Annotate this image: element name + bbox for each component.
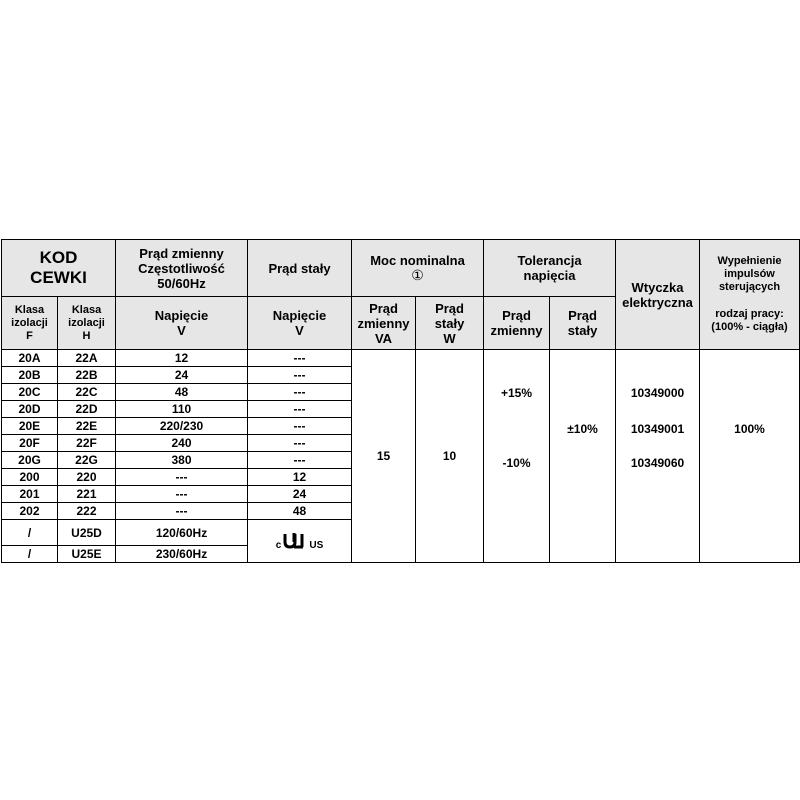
- napiecie-ac-header: Napięcie V: [116, 297, 248, 350]
- wypelnienie-cell: 100%: [700, 350, 800, 563]
- tolerancja-header: Tolerancja napięcia: [484, 240, 616, 297]
- wtyczka-header: Wtyczka elektryczna: [616, 240, 700, 350]
- napiecie-ac-cell: 120/60Hz: [116, 520, 248, 546]
- klasa-f-cell: /: [2, 520, 58, 546]
- klasa-f-cell: 20G: [2, 452, 58, 469]
- klasa-f-cell: 201: [2, 486, 58, 503]
- klasa-h-cell: 22F: [58, 435, 116, 452]
- klasa-h-cell: 22E: [58, 418, 116, 435]
- klasa-f-cell: 200: [2, 469, 58, 486]
- cul-us-certification-icon: c US: [276, 531, 323, 551]
- klasa-f-cell: 20C: [2, 384, 58, 401]
- napiecie-ac-cell: 24: [116, 367, 248, 384]
- klasa-h-cell: 22A: [58, 350, 116, 367]
- klasa-f-cell: 20F: [2, 435, 58, 452]
- coil-spec-table: [1, 239, 800, 563]
- moc-ac-header: Prąd zmienny VA: [352, 297, 416, 350]
- prad-zmienny-header: Prąd zmienny Częstotliwość 50/60Hz: [116, 240, 248, 297]
- klasa-h-cell: 22D: [58, 401, 116, 418]
- klasa-h-cell: 222: [58, 503, 116, 520]
- napiecie-dc-cell: ---: [248, 401, 352, 418]
- tolerancja-ac-header: Prąd zmienny: [484, 297, 550, 350]
- wtyczka-cell: [616, 350, 700, 563]
- napiecie-ac-cell: 110: [116, 401, 248, 418]
- klasa-h-cell: 220: [58, 469, 116, 486]
- klasa-h-cell: U25D: [58, 520, 116, 546]
- napiecie-ac-cell: 240: [116, 435, 248, 452]
- klasa-izolacji-h-header: Klasa izolacji H: [58, 297, 116, 350]
- klasa-f-cell: 20D: [2, 401, 58, 418]
- tolerancja-dc-header: Prąd stały: [550, 297, 616, 350]
- tolerancja-dc-cell: ±10%: [550, 350, 616, 563]
- napiecie-ac-cell: 12: [116, 350, 248, 367]
- klasa-f-cell: /: [2, 546, 58, 563]
- klasa-f-cell: 20E: [2, 418, 58, 435]
- kod-cewki-header: KOD CEWKI: [2, 240, 116, 297]
- ul-cert-cell: [248, 520, 352, 563]
- napiecie-ac-cell: ---: [116, 503, 248, 520]
- prad-staly-header: Prąd stały: [248, 240, 352, 297]
- napiecie-ac-cell: ---: [116, 469, 248, 486]
- wtyczka-code: 10349000: [630, 386, 685, 400]
- napiecie-ac-cell: 230/60Hz: [116, 546, 248, 563]
- tolerancja-ac-minus: -10%: [502, 456, 531, 470]
- napiecie-dc-header: Napięcie V: [248, 297, 352, 350]
- moc-w-cell: 10: [416, 350, 484, 563]
- napiecie-dc-cell: 12: [248, 469, 352, 486]
- klasa-h-cell: U25E: [58, 546, 116, 563]
- napiecie-dc-cell: ---: [248, 418, 352, 435]
- napiecie-dc-cell: 48: [248, 503, 352, 520]
- moc-dc-header: Prąd stały W: [416, 297, 484, 350]
- klasa-f-cell: 20A: [2, 350, 58, 367]
- table-row: [2, 350, 800, 367]
- wtyczka-code: 10349060: [630, 456, 685, 470]
- ul-recognized-mark-icon: [282, 531, 308, 551]
- napiecie-ac-cell: 220/230: [116, 418, 248, 435]
- klasa-h-cell: 22B: [58, 367, 116, 384]
- note-1-icon: ①: [411, 267, 424, 283]
- moc-va-cell: 15: [352, 350, 416, 563]
- napiecie-dc-cell: ---: [248, 435, 352, 452]
- tolerancja-ac-cell: [484, 350, 550, 563]
- klasa-h-cell: 22C: [58, 384, 116, 401]
- klasa-izolacji-f-header: Klasa izolacji F: [2, 297, 58, 350]
- napiecie-dc-cell: ---: [248, 384, 352, 401]
- napiecie-ac-cell: 380: [116, 452, 248, 469]
- napiecie-dc-cell: ---: [248, 367, 352, 384]
- tolerancja-ac-plus: +15%: [501, 386, 533, 400]
- napiecie-ac-cell: ---: [116, 486, 248, 503]
- moc-nominalna-header: Moc nominalna ①: [352, 240, 484, 297]
- klasa-f-cell: 202: [2, 503, 58, 520]
- klasa-h-cell: 221: [58, 486, 116, 503]
- wypelnienie-header: Wypełnienie impulsów sterujących rodzaj pracy: (100% - ciągła): [700, 240, 800, 350]
- klasa-f-cell: 20B: [2, 367, 58, 384]
- napiecie-dc-cell: ---: [248, 452, 352, 469]
- napiecie-dc-cell: ---: [248, 350, 352, 367]
- wtyczka-code: 10349001: [630, 422, 685, 436]
- klasa-h-cell: 22G: [58, 452, 116, 469]
- napiecie-ac-cell: 48: [116, 384, 248, 401]
- napiecie-dc-cell: 24: [248, 486, 352, 503]
